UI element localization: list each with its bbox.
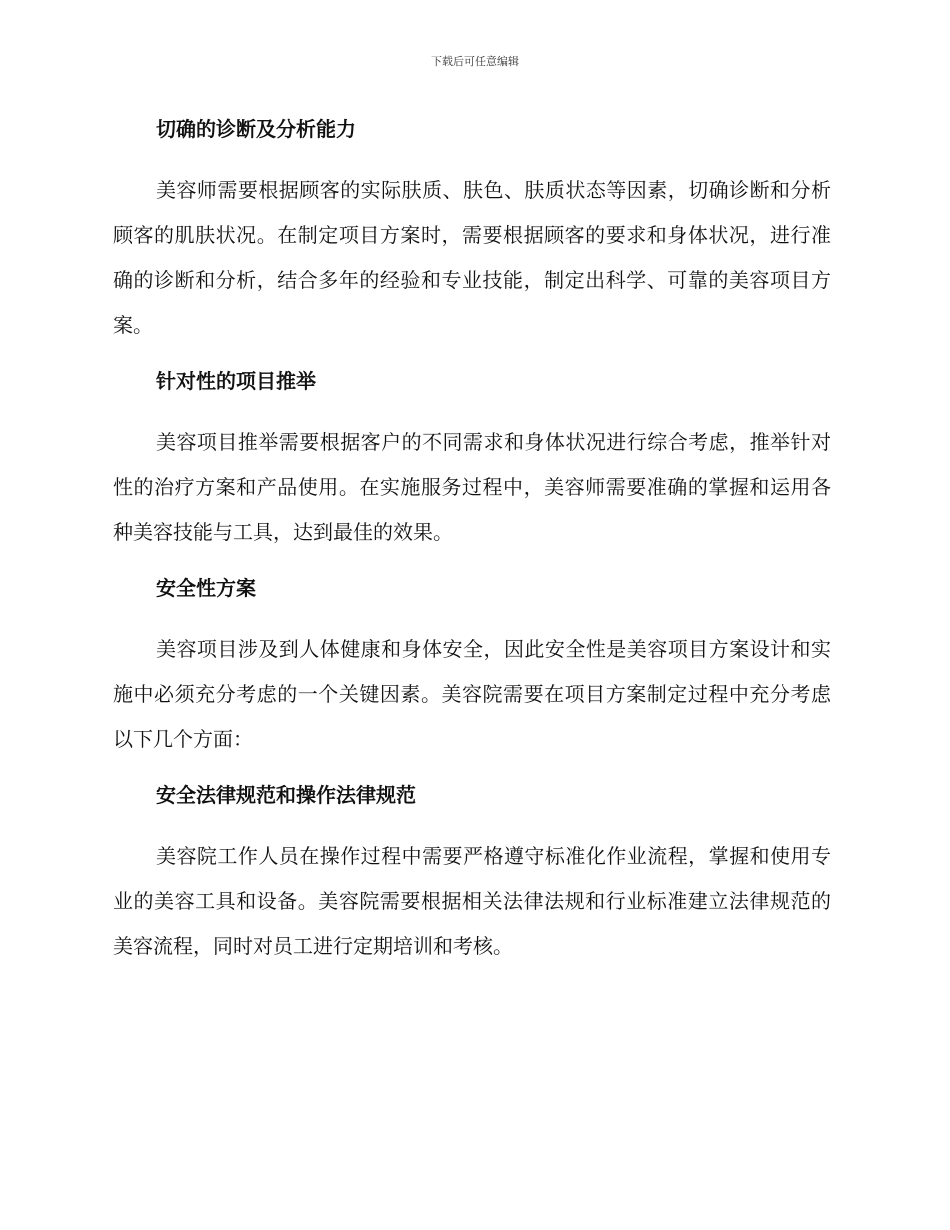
paragraph-line: 用专业的美容工具和设备。美容院需要根据相关法律法规和行业标准建立法	[113, 844, 831, 913]
section-heading: 安全法律规范和操作法律规范	[156, 783, 416, 807]
section-diagnosis	[113, 112, 831, 364]
paragraph-line: 律规范的美容流程，同时对员工进行定期培训和考核。	[113, 889, 832, 958]
paragraph-line: 和运用各种美容技能与工具，达到最佳的效果。	[113, 475, 832, 544]
section-heading: 针对性的项目推举	[156, 369, 316, 393]
section-heading: 安全性方案	[156, 576, 256, 600]
paragraph	[113, 168, 831, 348]
document-body	[113, 112, 831, 969]
paragraph-line: 况，进行准确的诊断和分析，结合多年的经验和专业技能，制定出科学、可	[113, 223, 832, 292]
section-safety-plan	[113, 571, 831, 778]
paragraph-line: 美容师需要根据顾客的实际肤质、肤色、肤质状态等因素，切确诊断和	[156, 178, 791, 202]
paragraph	[113, 420, 831, 555]
paragraph-line: 分析顾客的肌肤状况。在制定项目方案时，需要根据顾客的要求和身体状	[113, 178, 831, 247]
paragraph-line: 靠的美容项目方案。	[113, 268, 832, 337]
paragraph	[113, 834, 831, 969]
section-recommendation	[113, 364, 831, 571]
paragraph	[113, 627, 831, 762]
section-legal-norms	[113, 778, 831, 969]
paragraph-line: 充分考虑以下几个方面：	[113, 682, 832, 751]
paragraph-line: 和实施中必须充分考虑的一个关键因素。美容院需要在项目方案制定过程中	[113, 637, 831, 706]
page-header-note: 下载后可任意编辑	[431, 55, 519, 68]
paragraph-line: 美容项目涉及到人体健康和身体安全，因此安全性是美容项目方案设计	[156, 637, 791, 661]
section-heading: 切确的诊断及分析能力	[156, 117, 356, 141]
paragraph-line: 针对性的治疗方案和产品使用。在实施服务过程中，美容师需要准确的掌握	[113, 430, 831, 499]
paragraph-line: 美容项目推举需要根据客户的不同需求和身体状况进行综合考虑，推举	[156, 430, 791, 454]
paragraph-line: 美容院工作人员在操作过程中需要严格遵守标准化作业流程，掌握和使	[156, 844, 791, 868]
